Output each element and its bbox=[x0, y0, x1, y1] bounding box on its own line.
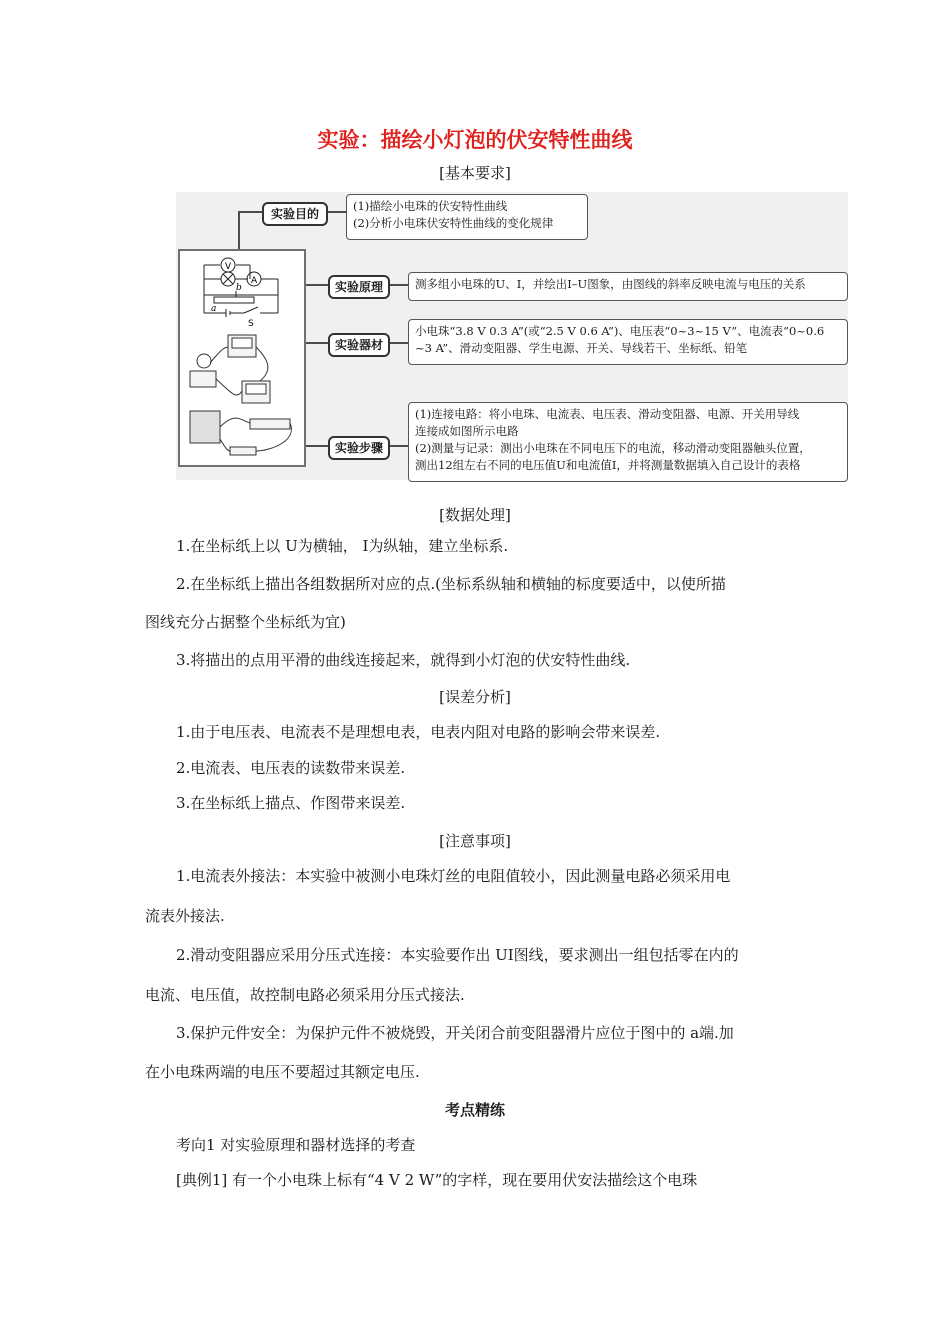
principle-box bbox=[408, 272, 848, 301]
point-b-label: b bbox=[236, 283, 242, 293]
data-item-2-cont: 图线充分占据整个坐标纸为宜) bbox=[145, 613, 346, 631]
practice-heading: 考点精练 bbox=[444, 1101, 505, 1119]
section-error-heading: [误差分析] bbox=[439, 688, 511, 706]
ammeter-symbol: A bbox=[251, 276, 258, 286]
principle-label: 实验原理 bbox=[328, 275, 390, 299]
circuit-diagram-svg bbox=[180, 251, 304, 465]
purpose-box bbox=[346, 194, 588, 240]
equipment-label: 实验器材 bbox=[328, 333, 390, 357]
equipment-line: ~3 A”、滑动变阻器、学生电源、开关、导线若干、坐标纸、铅笔 bbox=[415, 341, 748, 355]
notice-item-3-cont: 在小电珠两端的电压不要超过其额定电压. bbox=[145, 1063, 420, 1081]
steps-label: 实验步骤 bbox=[328, 436, 390, 460]
connector-line bbox=[238, 211, 240, 250]
notice-item-1: 1.电流表外接法：本实验中被测小电珠灯丝的电阻值较小，因此测量电路必须采用电 bbox=[176, 867, 731, 885]
principle-text: 测多组小电珠的U、I，并绘出I–U图象，由图线的斜率反映电流与电压的关系 bbox=[415, 277, 806, 291]
equipment-line: 小电珠“3.8 V 0.3 A”(或“2.5 V 0.6 A”)、电压表“0~3~15 V”、电流表“0~0.6 bbox=[415, 324, 825, 338]
steps-line: (2)测量与记录：测出小电珠在不同电压下的电流，移动滑动变阻器触头位置， bbox=[415, 441, 811, 455]
point-a-label: a bbox=[211, 304, 217, 314]
voltmeter-symbol: V bbox=[225, 262, 232, 272]
error-item-3: 3.在坐标纸上描点、作图带来误差. bbox=[176, 794, 406, 812]
notice-item-1-cont: 流表外接法. bbox=[145, 907, 225, 925]
section-data-heading: [数据处理] bbox=[439, 506, 511, 524]
connector-line bbox=[304, 342, 328, 344]
connector-line bbox=[304, 445, 328, 447]
data-item-1: 1.在坐标纸上以 U为横轴， I为纵轴，建立坐标系. bbox=[176, 537, 509, 555]
direction-line: 考向1 对实验原理和器材选择的考查 bbox=[176, 1136, 416, 1154]
purpose-line: (2)分析小电珠伏安特性曲线的变化规律 bbox=[353, 216, 554, 230]
notice-item-2-cont: 电流、电压值，故控制电路必须采用分压式接法. bbox=[145, 986, 465, 1004]
circuit-illustration bbox=[178, 249, 306, 467]
data-item-2: 2.在坐标纸上描出各组数据所对应的点.(坐标系纵轴和横轴的标度要适中，以使所描 bbox=[176, 575, 726, 593]
notice-item-3: 3.保护元件安全：为保护元件不被烧毁，开关闭合前变阻器滑片应位于图中的 a端.加 bbox=[176, 1024, 734, 1042]
connector-line bbox=[304, 284, 328, 286]
connector-line bbox=[326, 211, 346, 213]
experiment-diagram bbox=[176, 192, 848, 480]
equipment-box bbox=[408, 319, 848, 365]
section-basic-heading: [基本要求] bbox=[439, 164, 511, 182]
purpose-label: 实验目的 bbox=[262, 202, 328, 226]
error-item-2: 2.电流表、电压表的读数带来误差. bbox=[176, 759, 406, 777]
steps-line: (1)连接电路：将小电珠、电流表、电压表、滑动变阻器、电源、开关用导线 bbox=[415, 407, 800, 421]
section-notice-heading: [注意事项] bbox=[439, 832, 511, 850]
purpose-line: (1)描绘小电珠的伏安特性曲线 bbox=[353, 199, 508, 213]
data-item-3: 3.将描出的点用平滑的曲线连接起来，就得到小灯泡的伏安特性曲线. bbox=[176, 651, 631, 669]
connector-line bbox=[238, 211, 262, 213]
steps-line: 连接成如图所示电路 bbox=[415, 424, 519, 438]
steps-box bbox=[408, 402, 848, 482]
switch-label: S bbox=[248, 319, 254, 329]
notice-item-2: 2.滑动变阻器应采用分压式连接：本实验要作出 UI图线，要求测出一组包括零在内的 bbox=[176, 946, 739, 964]
steps-line: 测出12组左右不同的电压值U和电流值I，并将测量数据填入自己设计的表格 bbox=[415, 458, 801, 472]
example-line: [典例1] 有一个小电珠上标有“4 V 2 W”的字样，现在要用伏安法描绘这个电珠 bbox=[176, 1171, 698, 1189]
page-title: 实验：描绘小灯泡的伏安特性曲线 bbox=[317, 128, 633, 152]
error-item-1: 1.由于电压表、电流表不是理想电表，电表内阻对电路的影响会带来误差. bbox=[176, 723, 661, 741]
